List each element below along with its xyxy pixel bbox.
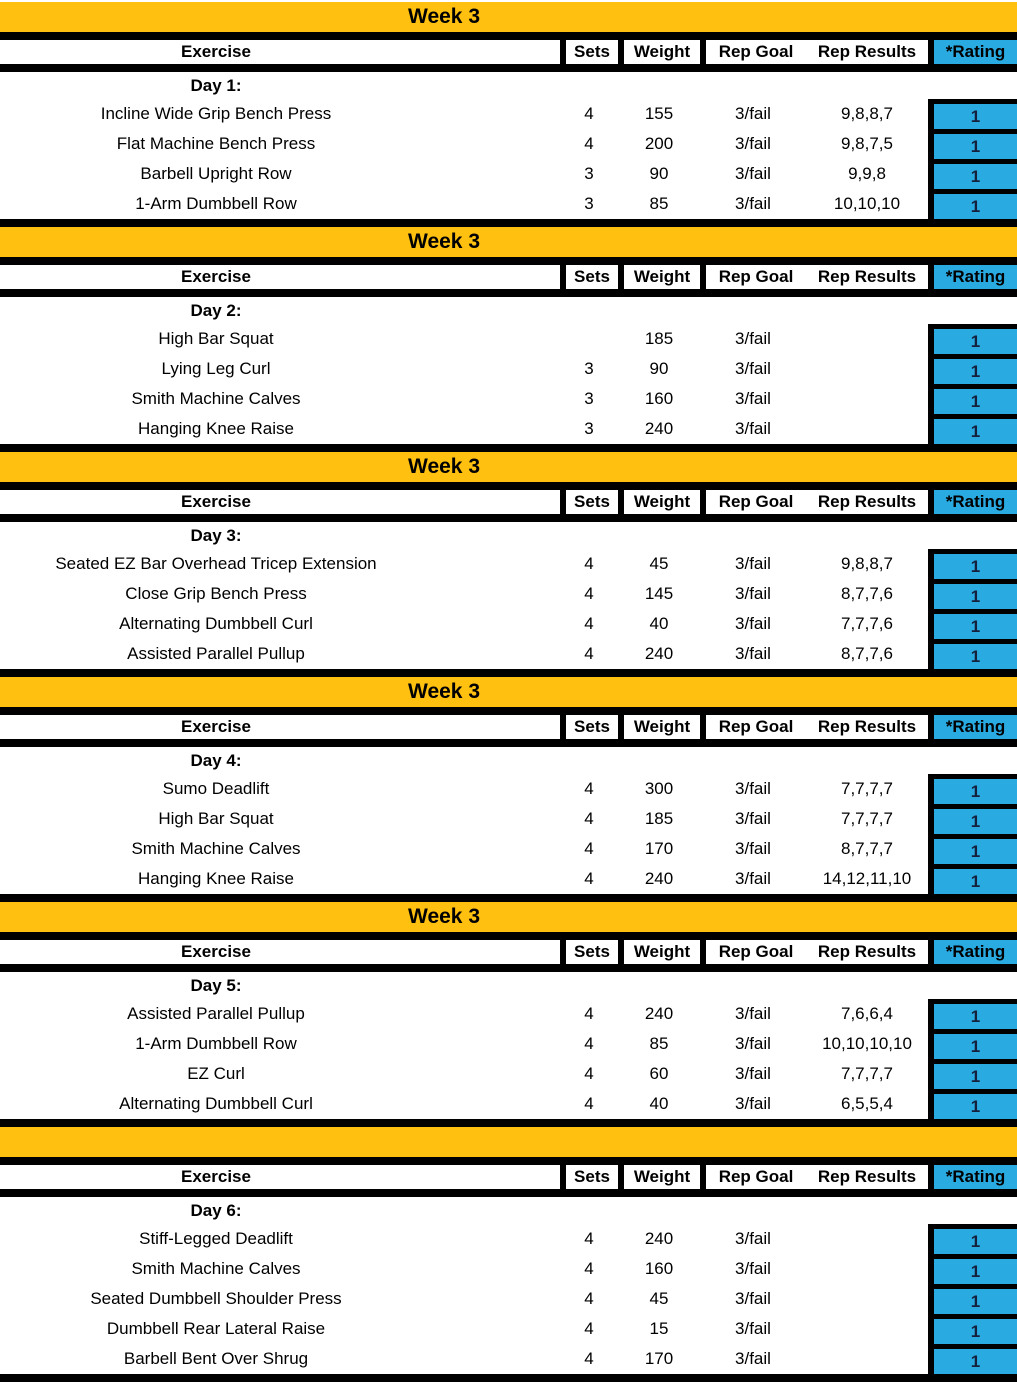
rep-results-cell[interactable] [806,1284,928,1314]
empty-cell [928,297,1017,324]
sets-cell[interactable]: 4 [584,1094,594,1113]
rating-cell[interactable]: 1 [928,1089,1017,1119]
section-bottom-rule [0,894,1017,902]
column-header-rep-results: Rep Results [817,1167,917,1186]
rep-results-cell[interactable] [806,1224,928,1254]
rep-goal-cell[interactable]: 3/fail [735,329,771,348]
table-header-row [0,715,1017,739]
rating-cell[interactable]: 1 [928,864,1017,894]
exercise-row [0,774,1017,804]
exercise-name-cell[interactable]: 1-Arm Dumbbell Row [135,1034,297,1053]
empty-cell [806,747,928,774]
table-header-row [0,490,1017,514]
table-header-row [0,40,1017,64]
exercise-row [0,384,1017,414]
rating-cell[interactable]: 1 [928,384,1017,414]
section-bottom-rule [0,444,1017,452]
rep-results-cell[interactable]: 10,10,10 [833,194,901,213]
sets-cell[interactable]: 4 [584,1229,594,1248]
rep-results-cell[interactable]: 8,7,7,6 [841,584,893,603]
table-header-row [0,1165,1017,1189]
column-header-rating: *Rating [928,1165,1017,1189]
day-label: Day 6: [190,1200,242,1220]
rep-results-cell[interactable]: 6,5,5,4 [841,1094,893,1113]
rep-goal-cell[interactable]: 3/fail [735,419,771,438]
column-header-rating: *Rating [928,265,1017,289]
rating-cell[interactable]: 1 [928,129,1017,159]
weight-cell[interactable]: 160 [644,1259,674,1278]
rep-goal-cell[interactable]: 3/fail [735,1064,771,1083]
empty-cell [560,522,618,549]
rep-goal-cell[interactable]: 3/fail [735,1229,771,1248]
exercise-row [0,189,1017,219]
weight-cell[interactable]: 160 [644,389,674,408]
weight-cell[interactable]: 240 [644,419,674,438]
rep-results-cell[interactable]: 9,8,7,5 [841,134,893,153]
exercise-row [0,639,1017,669]
empty-cell [700,72,806,99]
column-header-exercise: Exercise [181,492,251,511]
week-section [0,902,1017,1127]
empty-cell [560,972,618,999]
week-title: Week 3 [408,905,480,928]
rows-host [0,324,1017,444]
exercise-name-cell[interactable]: Dumbbell Rear Lateral Raise [106,1319,326,1338]
sets-cell[interactable]: 3 [584,389,594,408]
exercise-row [0,999,1017,1029]
rating-cell[interactable]: 1 [928,159,1017,189]
weight-cell[interactable]: 45 [649,1289,669,1308]
sets-cell[interactable]: 4 [584,1289,594,1308]
exercise-name-cell[interactable]: Hanging Knee Raise [138,419,294,438]
column-header-exercise: Exercise [181,1167,251,1186]
exercise-row [0,129,1017,159]
sets-cell[interactable]: 3 [584,359,594,378]
column-header-weight: Weight [618,1165,700,1189]
divider-rule [0,1157,1017,1165]
weight-cell[interactable]: 85 [649,194,669,213]
exercise-name-cell[interactable]: Smith Machine Calves [131,839,301,858]
exercise-row [0,159,1017,189]
rating-cell[interactable]: 1 [928,1059,1017,1089]
rep-goal-cell[interactable]: 3/fail [735,1034,771,1053]
rating-cell[interactable]: 1 [928,354,1017,384]
rating-cell[interactable]: 1 [928,1254,1017,1284]
day-label: Day 4: [190,750,242,770]
rep-goal-cell[interactable]: 3/fail [735,134,771,153]
empty-cell [928,747,1017,774]
exercise-row [0,1029,1017,1059]
column-header-exercise: Exercise [181,42,251,61]
sets-cell[interactable]: 4 [584,809,594,828]
day-label: Day 2: [190,300,242,320]
exercise-row [0,1284,1017,1314]
rep-results-cell[interactable] [806,324,928,354]
rows-host [0,549,1017,669]
rating-cell[interactable]: 1 [928,189,1017,219]
empty-cell [560,747,618,774]
exercise-name-cell[interactable]: Close Grip Bench Press [125,584,307,603]
divider-rule [0,739,1017,747]
day-header-row [0,72,1017,99]
exercise-name-cell[interactable]: Sumo Deadlift [162,779,270,798]
column-header-rep-results: Rep Results [817,717,917,736]
rep-results-cell[interactable] [806,1344,928,1374]
rep-goal-cell[interactable]: 3/fail [735,359,771,378]
rating-cell[interactable]: 1 [928,1029,1017,1059]
rep-goal-cell[interactable]: 3/fail [735,839,771,858]
exercise-name-cell[interactable]: High Bar Squat [158,809,274,828]
week-title: Week 3 [408,230,480,253]
week-banner [0,902,1017,932]
divider-rule [0,482,1017,490]
column-header-rep-results: Rep Results [817,267,917,286]
week-banner [0,452,1017,482]
rep-results-cell[interactable] [806,1314,928,1344]
empty-cell [560,1197,618,1224]
rep-goal-cell[interactable]: 3/fail [735,104,771,123]
exercise-row [0,1254,1017,1284]
divider-rule [0,32,1017,40]
exercise-row [0,579,1017,609]
column-header-rating: *Rating [928,715,1017,739]
sets-cell[interactable]: 4 [584,644,594,663]
weight-cell[interactable]: 90 [649,359,669,378]
exercise-name-cell[interactable]: Stiff-Legged Deadlift [139,1229,293,1248]
rating-cell[interactable]: 1 [928,804,1017,834]
sets-cell[interactable]: 3 [584,164,594,183]
rating-cell[interactable]: 1 [928,1314,1017,1344]
exercise-name-cell[interactable]: Hanging Knee Raise [138,869,294,888]
rating-cell[interactable]: 1 [928,609,1017,639]
empty-cell [928,1197,1017,1224]
rep-goal-cell[interactable]: 3/fail [735,614,771,633]
exercise-name-cell[interactable]: Alternating Dumbbell Curl [119,614,313,633]
sets-cell[interactable]: 4 [584,554,594,573]
day-header-row [0,1197,1017,1224]
weight-cell[interactable]: 185 [644,809,674,828]
exercise-name-cell[interactable]: High Bar Squat [158,329,274,348]
empty-cell [700,747,806,774]
column-header-weight: Weight [618,715,700,739]
empty-cell [560,72,618,99]
weight-cell[interactable]: 170 [644,839,674,858]
empty-cell [928,972,1017,999]
rating-cell[interactable]: 1 [928,549,1017,579]
rating-cell[interactable]: 1 [928,999,1017,1029]
empty-cell [806,1197,928,1224]
day-header-row [0,522,1017,549]
rep-goal-cell[interactable]: 3/fail [735,164,771,183]
rep-results-cell[interactable]: 14,12,11,10 [822,869,912,888]
exercise-name-cell[interactable]: Lying Leg Curl [161,359,271,378]
rep-goal-cell[interactable]: 3/fail [735,809,771,828]
sets-cell[interactable]: 4 [584,1034,594,1053]
rep-results-cell[interactable] [806,384,928,414]
weight-cell[interactable]: 145 [644,584,674,603]
empty-cell [700,972,806,999]
week-section [0,1127,1017,1382]
day-label: Day 1: [190,75,242,95]
rows-host [0,99,1017,219]
rating-cell[interactable]: 1 [928,1224,1017,1254]
rows-host [0,999,1017,1119]
weight-cell[interactable]: 300 [644,779,674,798]
exercise-row [0,804,1017,834]
week-section [0,2,1017,227]
week-banner [0,227,1017,257]
rep-goal-cell[interactable]: 3/fail [735,1094,771,1113]
exercise-row [0,414,1017,444]
week-banner [0,677,1017,707]
day-header-row [0,972,1017,999]
exercise-row [0,549,1017,579]
rating-cell[interactable]: 1 [928,639,1017,669]
exercise-name-cell[interactable]: Seated Dumbbell Shoulder Press [90,1289,342,1308]
rep-goal-cell[interactable]: 3/fail [735,869,771,888]
empty-cell [806,522,928,549]
day-label: Day 5: [190,975,242,995]
weight-cell[interactable]: 185 [644,329,674,348]
rep-goal-cell[interactable]: 3/fail [735,1289,771,1308]
rep-results-cell[interactable]: 7,6,6,4 [841,1004,893,1023]
sets-cell[interactable]: 4 [584,1064,594,1083]
exercise-name-cell[interactable]: Seated EZ Bar Overhead Tricep Extension [55,554,377,573]
empty-cell [618,1197,700,1224]
divider-rule [0,1189,1017,1197]
weight-cell[interactable]: 240 [644,869,674,888]
rating-cell[interactable]: 1 [928,324,1017,354]
exercise-name-cell[interactable]: Smith Machine Calves [131,1259,301,1278]
section-bottom-rule [0,1119,1017,1127]
weight-cell[interactable]: 45 [649,554,669,573]
divider-rule [0,257,1017,265]
rep-results-cell[interactable]: 7,7,7,7 [841,779,893,798]
exercise-row [0,1314,1017,1344]
weight-cell[interactable]: 90 [649,164,669,183]
rep-goal-cell[interactable]: 3/fail [735,644,771,663]
weight-cell[interactable]: 240 [644,1004,674,1023]
exercise-name-cell[interactable]: EZ Curl [187,1064,245,1083]
week-section [0,452,1017,677]
sets-cell[interactable]: 4 [584,1319,594,1338]
weight-cell[interactable]: 155 [644,104,674,123]
column-header-rep-goal: Rep Goal [700,1165,806,1189]
sets-cell[interactable]: 4 [584,1004,594,1023]
exercise-name-cell[interactable]: Barbell Bent Over Shrug [123,1349,309,1368]
column-header-sets: Sets [560,940,618,964]
exercise-row [0,354,1017,384]
weight-cell[interactable]: 85 [649,1034,669,1053]
column-header-weight: Weight [618,40,700,64]
column-header-rep-goal: Rep Goal [700,40,806,64]
empty-cell [618,747,700,774]
exercise-name-cell[interactable]: Incline Wide Grip Bench Press [100,104,332,123]
column-header-sets: Sets [560,265,618,289]
rep-goal-cell[interactable]: 3/fail [735,389,771,408]
column-header-weight: Weight [618,490,700,514]
column-header-sets: Sets [560,40,618,64]
rep-results-cell[interactable]: 9,8,8,7 [841,554,893,573]
exercise-row [0,1089,1017,1119]
weight-cell[interactable]: 170 [644,1349,674,1368]
empty-cell [700,1197,806,1224]
exercise-name-cell[interactable]: Flat Machine Bench Press [116,134,316,153]
sets-cell[interactable]: 4 [584,839,594,858]
exercise-row [0,609,1017,639]
table-header-row [0,265,1017,289]
empty-cell [806,972,928,999]
table-header-row [0,940,1017,964]
column-header-rep-results: Rep Results [817,492,917,511]
week-title: Week 3 [408,5,480,28]
column-header-rep-goal: Rep Goal [700,940,806,964]
divider-rule [0,964,1017,972]
column-header-rep-goal: Rep Goal [700,715,806,739]
day-label: Day 3: [190,525,242,545]
sets-cell[interactable]: 4 [584,1259,594,1278]
sets-cell[interactable]: 4 [584,614,594,633]
empty-cell [700,297,806,324]
rep-results-cell[interactable]: 7,7,7,6 [841,614,893,633]
empty-cell [806,297,928,324]
weight-cell[interactable]: 15 [649,1319,669,1338]
week-section [0,227,1017,452]
column-header-rep-goal: Rep Goal [700,265,806,289]
exercise-name-cell[interactable]: Assisted Parallel Pullup [127,1004,305,1023]
rating-cell[interactable]: 1 [928,1284,1017,1314]
exercise-row [0,99,1017,129]
rating-cell[interactable]: 1 [928,1344,1017,1374]
rating-cell[interactable]: 1 [928,834,1017,864]
column-header-exercise: Exercise [181,717,251,736]
rep-goal-cell[interactable]: 3/fail [735,554,771,573]
rows-host [0,1224,1017,1374]
column-header-sets: Sets [560,1165,618,1189]
column-header-rating: *Rating [928,40,1017,64]
section-bottom-rule [0,219,1017,227]
week-title: Week 3 [408,455,480,478]
empty-cell [928,72,1017,99]
weight-cell[interactable]: 240 [644,644,674,663]
empty-cell [618,522,700,549]
empty-cell [618,972,700,999]
weight-cell[interactable]: 240 [644,1229,674,1248]
column-header-rating: *Rating [928,490,1017,514]
weight-cell[interactable]: 40 [649,1094,669,1113]
exercise-name-cell[interactable]: Smith Machine Calves [131,389,301,408]
sets-cell[interactable]: 4 [584,1349,594,1368]
column-header-rep-results: Rep Results [817,942,917,961]
exercise-row [0,1224,1017,1254]
rating-cell[interactable]: 1 [928,579,1017,609]
rows-host [0,774,1017,894]
column-header-rating: *Rating [928,940,1017,964]
empty-cell [618,297,700,324]
rep-results-cell[interactable]: 9,8,8,7 [841,104,893,123]
column-header-sets: Sets [560,490,618,514]
rep-results-cell[interactable]: 7,7,7,7 [841,809,893,828]
exercise-name-cell[interactable]: 1-Arm Dumbbell Row [135,194,297,213]
rep-results-cell[interactable] [806,1254,928,1284]
column-header-exercise: Exercise [181,942,251,961]
column-header-weight: Weight [618,265,700,289]
exercise-name-cell[interactable]: Barbell Upright Row [140,164,292,183]
rep-goal-cell[interactable]: 3/fail [735,1259,771,1278]
section-bottom-rule [0,669,1017,677]
exercise-name-cell[interactable]: Assisted Parallel Pullup [127,644,305,663]
rep-results-cell[interactable]: 8,7,7,6 [841,644,893,663]
rep-results-cell[interactable]: 8,7,7,7 [841,839,893,858]
day-header-row [0,297,1017,324]
weight-cell[interactable]: 60 [649,1064,669,1083]
divider-rule [0,707,1017,715]
rep-goal-cell[interactable]: 3/fail [735,1004,771,1023]
divider-rule [0,64,1017,72]
week-banner [0,2,1017,32]
sets-cell[interactable]: 3 [584,194,594,213]
column-header-rep-results: Rep Results [817,42,917,61]
empty-cell [618,72,700,99]
exercise-row [0,834,1017,864]
week-section [0,677,1017,902]
divider-rule [0,514,1017,522]
sets-cell[interactable]: 4 [584,134,594,153]
exercise-row [0,864,1017,894]
exercise-row [0,324,1017,354]
empty-cell [700,522,806,549]
empty-cell [806,72,928,99]
column-header-exercise: Exercise [181,267,251,286]
rep-results-cell[interactable]: 9,9,8 [848,164,886,183]
rep-goal-cell[interactable]: 3/fail [735,1349,771,1368]
sets-cell[interactable]: 4 [584,869,594,888]
empty-cell [928,522,1017,549]
column-header-rep-goal: Rep Goal [700,490,806,514]
rep-goal-cell[interactable]: 3/fail [735,1319,771,1338]
day-header-row [0,747,1017,774]
exercise-name-cell[interactable]: Alternating Dumbbell Curl [119,1094,313,1113]
exercise-row [0,1344,1017,1374]
sets-cell[interactable]: 4 [584,104,594,123]
divider-rule [0,932,1017,940]
sets-cell[interactable]: 3 [584,419,594,438]
column-header-sets: Sets [560,715,618,739]
column-header-weight: Weight [618,940,700,964]
rating-cell[interactable]: 1 [928,99,1017,129]
rating-cell[interactable]: 1 [928,414,1017,444]
rep-goal-cell[interactable]: 3/fail [735,584,771,603]
rep-results-cell[interactable]: 10,10,10,10 [822,1034,912,1053]
weight-cell[interactable]: 40 [649,614,669,633]
rep-results-cell[interactable] [806,414,928,444]
rep-results-cell[interactable]: 7,7,7,7 [841,1064,893,1083]
weight-cell[interactable]: 200 [644,134,674,153]
rep-goal-cell[interactable]: 3/fail [735,194,771,213]
week-title: Week 3 [408,680,480,703]
empty-cell [560,297,618,324]
sets-cell[interactable] [560,324,618,354]
rep-goal-cell[interactable]: 3/fail [735,779,771,798]
divider-rule [0,289,1017,297]
sets-cell[interactable]: 4 [584,584,594,603]
exercise-row [0,1059,1017,1089]
sets-cell[interactable]: 4 [584,779,594,798]
week-banner [0,1127,1017,1157]
rating-cell[interactable]: 1 [928,774,1017,804]
rep-results-cell[interactable] [806,354,928,384]
